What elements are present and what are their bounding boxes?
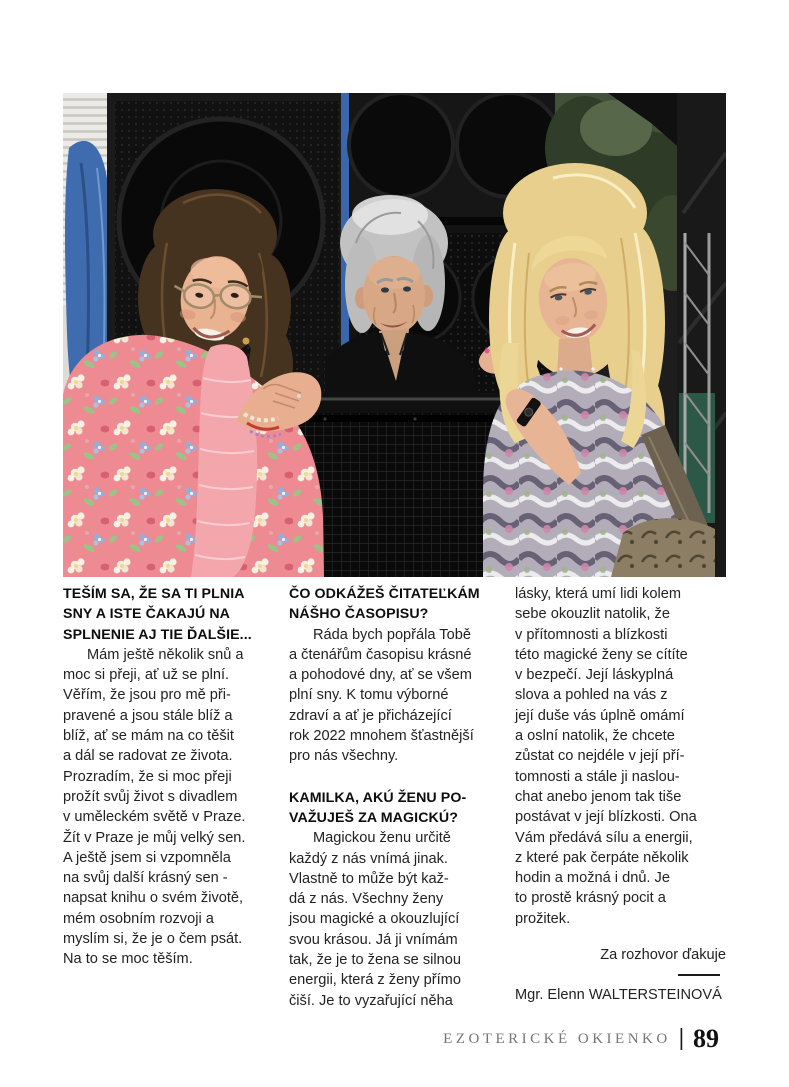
footer-separator: | [678, 1024, 684, 1051]
article-column-3 [515, 584, 726, 1011]
footer-section-label: EZOTERICKÉ OKIENKO [443, 1030, 671, 1047]
photo-scene [63, 93, 726, 577]
question-heading-2: ČO ODKÁŽEŠ ČITATEĽKÁM NÁŠHO ČASOPISU? [289, 586, 480, 623]
answer-paragraph-3: Magickou ženu určitě každý z nás vnímá jinak. Vlastně to může být kaž- dá z nás. Všechny ženy jsou magické a okouzlující svou krásou. Já ji vnímám tak, že je to žena se silnou energii, která z ženy přímo čiší. Je to vyzařující něha [289, 830, 461, 1009]
interview-photo-svg [63, 93, 726, 577]
interview-photo [63, 93, 726, 577]
question-heading-1: TEŠÍM SA, ŽE SA TI PLNIA SNY A ISTE ČAKAJÚ NA SPLNENIE AJ TIE ĎALŠIE... [63, 586, 252, 643]
byline-name: Mgr. Elenn WALTERSTEINOVÁ [515, 987, 722, 1004]
article-column-1 [63, 584, 274, 1011]
question-heading-3: KAMILKA, AKÚ ŽENU PO- VAŽUJEŠ ZA MAGICKÚ? [289, 789, 467, 826]
answer-paragraph-1: Mám ještě několik snů a moc si přeji, ať už se plní. Věřím, že jsou pro mě při- pravené a jsou stále blíž a blíž, ať se mám na co těšit a dál se radovat ze života. Prozradím, že si moc přeji prožít svůj život s divadlem v uměleckém světě v Praze. Žít v Praze je můj velký sen. A ještě jsem si vzpomněla na svůj další krásný sen - napsat knihu o svém životě, mém osobním rozvoji a myslím si, že je o čem psát. Na to se moc těším. [63, 646, 246, 968]
page-footer [443, 1024, 719, 1054]
answer-paragraph-2: Ráda bych popřála Tobě a čtenářům časopisu krásné a pohodové dny, ať se všem plní sny. K tomu výborné zdraví a ať je přicházející rok 2022 mnohem šťastnější pro nás všechny. [289, 626, 474, 765]
answer-paragraph-continuation: lásky, která umí lidi kolem sebe okouzlit natolik, že v přítomnosti a blízkosti této magické ženy se cítíte v bezpečí. Její láskyplná slova a pohled na vás z její duše vás úplně omámí a oslní natolik, že chcete zůstat co nejdéle v její pří- tomnosti a stále ji naslou- chat anebo jenom tak tiše postávat v její blízkosti. Ona Vám předává sílu a energii, z které pak čerpáte několik hodin a možná i dnů. Je to prostě krásný pocit a prožitek. [515, 586, 697, 927]
byline-rule [678, 974, 720, 976]
footer-page-number: 89 [693, 1024, 719, 1053]
article-column-2 [289, 584, 500, 1011]
byline-thanks: Za rozhovor ďakuje [600, 947, 726, 964]
article-columns [63, 584, 726, 1011]
